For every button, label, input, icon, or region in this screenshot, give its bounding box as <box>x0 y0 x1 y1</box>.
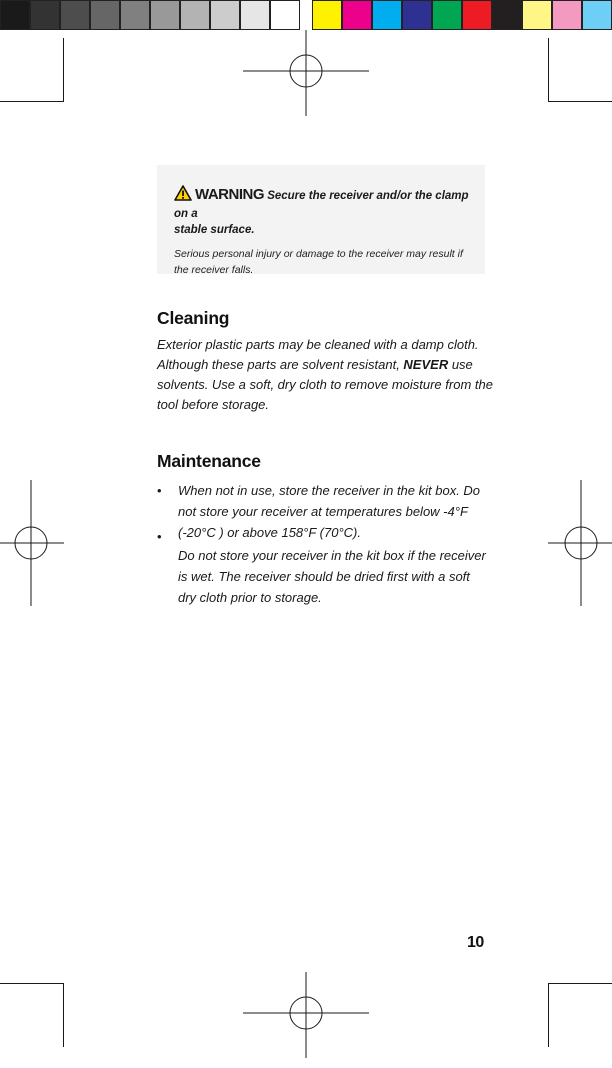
warning-headline-part1: Secure the receiver and/or the clamp on a <box>174 190 469 220</box>
registration-mark-right <box>548 480 612 606</box>
registration-mark-left <box>0 480 64 606</box>
color-swatch <box>30 0 60 30</box>
color-swatch <box>120 0 150 30</box>
color-swatch <box>312 0 342 30</box>
registration-mark-bottom <box>243 972 369 1058</box>
cleaning-text-before: Exterior plastic parts may be cleaned with a damp cloth. Although these parts are solvent resistant, <box>157 337 479 372</box>
color-swatch <box>462 0 492 30</box>
cleaning-heading: Cleaning <box>157 308 230 328</box>
color-swatch <box>342 0 372 30</box>
color-swatch <box>90 0 120 30</box>
color-swatch <box>372 0 402 30</box>
color-swatch <box>552 0 582 30</box>
color-swatch <box>150 0 180 30</box>
bullet-marker: • <box>157 483 162 498</box>
warning-triangle-icon <box>174 185 192 201</box>
grayscale-calibration-bar <box>0 0 300 32</box>
warning-body: Serious personal injury or damage to the receiver may result if the receiver falls. <box>174 248 463 276</box>
crop-mark <box>549 983 612 984</box>
color-swatch <box>210 0 240 30</box>
crop-mark <box>0 983 63 984</box>
warning-box <box>157 165 485 274</box>
warning-headline <box>174 185 469 223</box>
crop-mark <box>548 38 549 102</box>
bullet-marker: • <box>157 529 162 544</box>
maintenance-bullet-1: When not in use, store the receiver in the kit box. Do not store your receiver at temperatures below -4°F (-20°C ) or above 158°F (70°C). <box>178 483 481 540</box>
crop-mark <box>0 101 63 102</box>
crop-mark <box>63 983 64 1047</box>
warning-headline-part2: stable surface. <box>174 224 255 236</box>
crop-mark <box>549 101 612 102</box>
color-swatch <box>240 0 270 30</box>
cleaning-text-after: use solvents. Use a soft, dry cloth to remove moisture from the tool before storage. <box>157 357 493 412</box>
color-swatch <box>270 0 300 30</box>
registration-mark-top <box>243 30 369 116</box>
color-swatch <box>582 0 612 30</box>
maintenance-bullet-2: Do not store your receiver in the kit box if the receiver is wet. The receiver should be dried first with a soft dry cloth prior to storage. <box>178 548 486 605</box>
maintenance-heading: Maintenance <box>157 451 261 471</box>
color-swatch <box>432 0 462 30</box>
color-swatch <box>180 0 210 30</box>
page-number: 10 <box>467 934 484 951</box>
color-swatch <box>60 0 90 30</box>
cleaning-paragraph <box>157 335 497 415</box>
color-swatch <box>492 0 522 30</box>
crop-mark <box>548 983 549 1047</box>
cleaning-emphasis: NEVER <box>403 357 449 372</box>
color-swatch <box>0 0 30 30</box>
color-swatch <box>522 0 552 30</box>
crop-mark <box>63 38 64 102</box>
color-swatch <box>402 0 432 30</box>
warning-label: WARNING <box>195 186 264 203</box>
color-calibration-bar <box>312 0 612 32</box>
